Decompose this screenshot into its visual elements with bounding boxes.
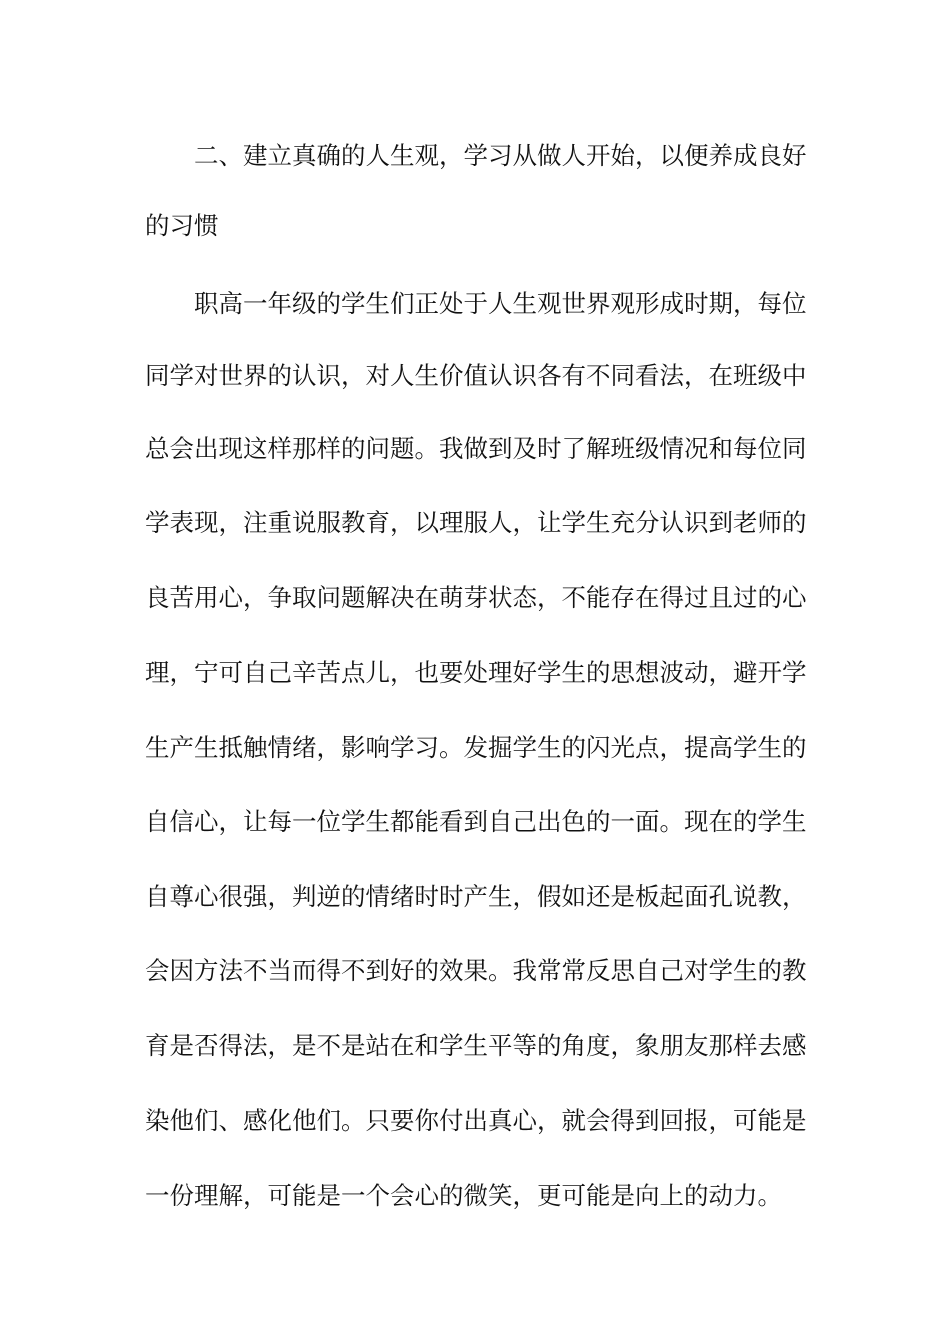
paragraph-line: 染他们、感化他们。只要你付出真心，就会得到回报，可能是 bbox=[145, 1106, 807, 1135]
paragraph-line: 学表现，注重说服教育，以理服人，让学生充分认识到老师的 bbox=[145, 508, 807, 537]
paragraph-line: 理，宁可自己辛苦点儿，也要处理好学生的思想波动，避开学 bbox=[145, 658, 807, 687]
paragraph-line: 会因方法不当而得不到好的效果。我常常反思自己对学生的教 bbox=[145, 956, 807, 985]
paragraph-line: 总会出现这样那样的问题。我做到及时了解班级情况和每位同 bbox=[145, 434, 807, 463]
paragraph-line: 自信心，让每一位学生都能看到自己出色的一面。现在的学生 bbox=[145, 807, 807, 836]
paragraph-line: 良苦用心，争取问题解决在萌芽状态，不能存在得过且过的心 bbox=[145, 583, 807, 612]
paragraph-line: 自尊心很强，判逆的情绪时时产生，假如还是板起面孔说教， bbox=[145, 882, 807, 911]
heading-line: 二、建立真确的人生观，学习从做人开始，以便养成良好 bbox=[194, 141, 807, 170]
paragraph-line: 同学对世界的认识，对人生价值认识各有不同看法，在班级中 bbox=[145, 361, 807, 390]
paragraph-line: 一份理解，可能是一个会心的微笑，更可能是向上的动力。 bbox=[145, 1181, 782, 1210]
paragraph-line: 生产生抵触情绪，影响学习。发掘学生的闪光点，提高学生的 bbox=[145, 733, 807, 762]
paragraph-line: 育是否得法，是不是站在和学生平等的角度，象朋友那样去感 bbox=[145, 1031, 807, 1060]
heading-line: 的习惯 bbox=[145, 211, 219, 240]
paragraph-line: 职高一年级的学生们正处于人生观世界观形成时期，每位 bbox=[194, 289, 807, 318]
